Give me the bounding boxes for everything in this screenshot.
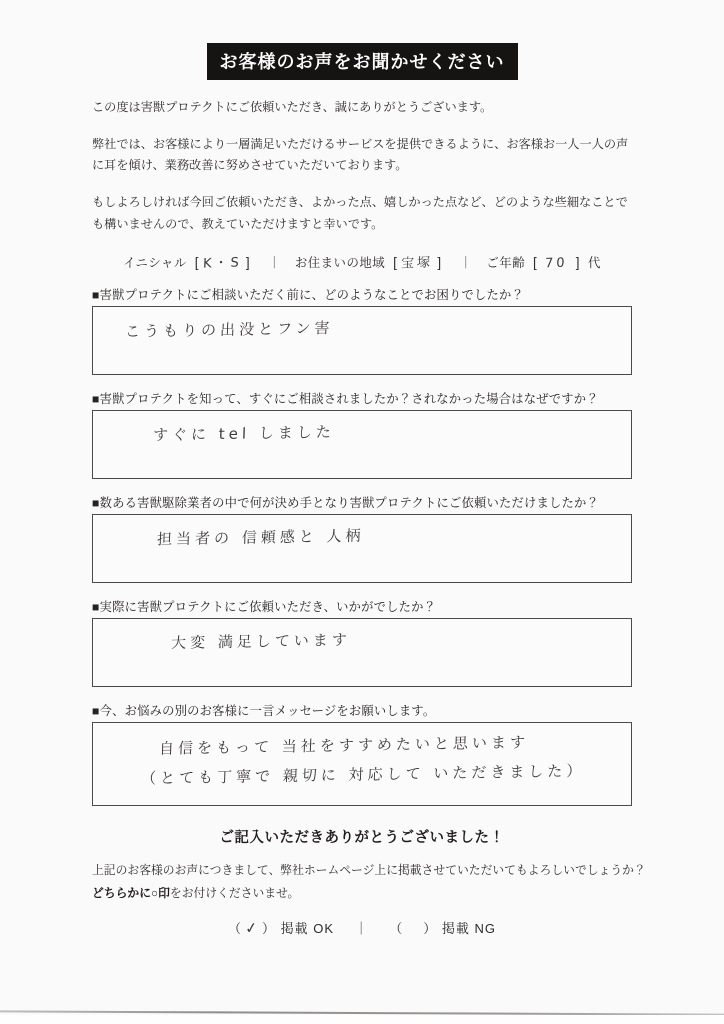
paren-open: （ [389,920,404,936]
handwritten-answer: こうもりの出没とフン害 [124,318,334,341]
field-separator: ｜ [268,255,281,270]
age-label: ご年齢 [486,255,526,270]
initial-field [123,256,258,270]
handwritten-answer: 大変 満足しています [170,630,352,652]
form-title-banner [207,43,518,80]
region-value-handwritten: 宝塚 [401,255,434,272]
region-label: お住まいの地域 [294,255,386,270]
question-section-1 [92,285,632,375]
handwritten-check-mark: ✓ [243,917,260,938]
handwritten-answer: すぐに tel しました [152,422,336,444]
handwritten-answer: 自信をもって 当社をすすめたいと思います [158,732,530,758]
bracket-open: [ [194,254,200,270]
handwritten-answer-line2: （とても丁寧で 親切に 対応して いただきました） [140,761,586,788]
bracket-close: ] [575,254,581,270]
bracket-open: [ [393,254,398,270]
intro-paragraph-3: もしよろしければ今回ご依頼いただき、よかった点、嬉しかった点など、どのような些細なことでも構いませんので、教えていただけますと幸いです。 [92,195,628,231]
scanner-background-strip [0,1015,724,1024]
options-separator: ｜ [354,920,369,936]
field-separator: ｜ [459,255,473,270]
publish-ng-option [389,921,496,936]
answer-box [92,306,632,375]
question-label: ■数ある害獣駆除業者の中で何が決め手となり害獣プロテクトにご依頼いただけましたか？ [92,495,600,510]
intro-paragraph-1: この度は害獣プロテクトにご依頼いただき、誠にありがとうございます。 [92,100,493,114]
question-section-4 [92,597,632,687]
thanks-heading: ご記入いただきありがとうございました！ [219,829,505,846]
initial-label: イニシャル [123,255,187,270]
paren-open: （ [227,920,242,936]
question-section-3 [92,493,632,583]
answer-box [92,514,632,583]
answer-box [92,722,632,806]
age-value-handwritten: 70 [545,255,569,272]
handwritten-answer: 担当者の 信頼感と 人柄 [156,526,365,548]
question-label: ■実際に害獣プロテクトにご依頼いただき、いかがでしたか？ [92,599,437,614]
question-label: ■今、お悩みの別のお客様に一言メッセージをお願いします。 [92,703,436,718]
question-label: ■害獣プロテクトにご相談いただく前に、どのようなことでお困りでしたか？ [92,287,525,302]
publish-ng-label: 掲載 NG [441,920,497,936]
paren-close: ） [261,920,276,936]
question-section-5 [92,701,632,806]
age-suffix: 代 [587,255,601,270]
question-section-2 [92,389,632,479]
publish-question: 上記のお客様のお声につきまして、弊社ホームページ上に掲載させていただいてもよろしいでしょうか？ [92,862,646,877]
initial-value-handwritten: K・S [202,254,243,272]
bracket-close: ] [245,254,251,270]
form-title: お客様のお声をお聞かせください [219,52,505,72]
answer-box [92,618,632,687]
bracket-close: ] [437,254,442,270]
question-label: ■害獣プロテクトを知って、すぐにご相談されましたか？されなかった場合はなぜですか？ [92,391,599,406]
publish-options-row [92,918,632,937]
publish-ok-label: 掲載 OK [280,920,334,936]
respondent-info-row [92,252,632,271]
circle-instruction-bold: どちらかに○印 [92,885,170,900]
region-field [295,256,450,270]
circle-instruction-rest: をお付けくださいませ。 [169,885,300,900]
publish-permission-text [92,859,646,905]
answer-box [92,410,632,479]
bracket-open: [ [533,254,538,270]
paren-close: ） [423,920,438,936]
publish-ok-option [227,917,339,938]
age-field [486,256,600,270]
form-content [0,97,724,937]
intro-paragraph-2: 弊社では、お客様により一層満足いただけるサービスを提供できるように、お客様お一人一人の声に耳を傾け、業務改善に努めさせていただいております。 [92,136,629,173]
